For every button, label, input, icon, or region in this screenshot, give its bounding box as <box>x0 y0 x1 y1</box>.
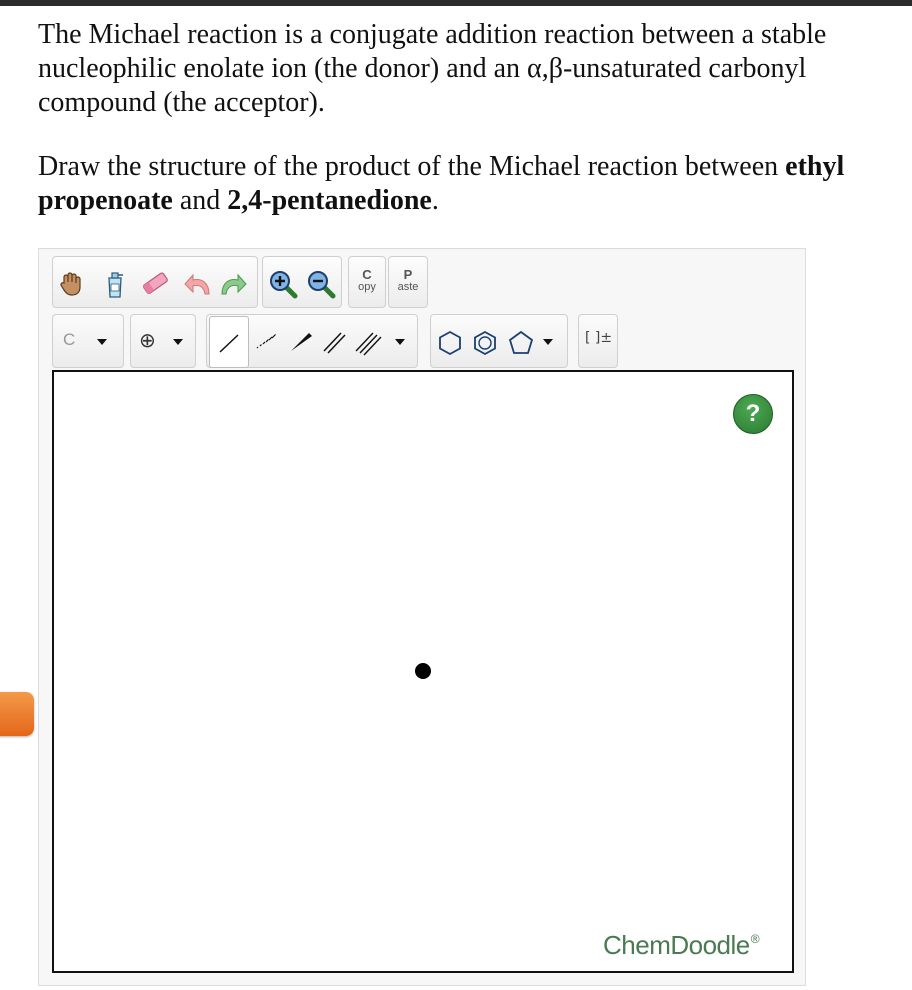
reactant-2: 2,4-pentanedione <box>227 185 432 216</box>
triple-bond-icon[interactable] <box>351 316 385 368</box>
recessed-bond-icon[interactable] <box>249 316 283 368</box>
eraser-icon[interactable] <box>136 257 172 309</box>
brand-name: ChemDoodle <box>603 930 750 960</box>
registered-mark: ® <box>750 932 760 946</box>
ring-dropdown-arrow-icon[interactable] <box>543 339 553 345</box>
charge-selector[interactable] <box>130 314 196 368</box>
prompt-conjunction: and <box>172 185 228 216</box>
element-dropdown-arrow-icon[interactable] <box>97 339 107 345</box>
copy-letter: C <box>362 267 372 282</box>
single-bond-icon[interactable] <box>209 316 249 368</box>
double-bond-icon[interactable] <box>317 316 351 368</box>
zoom-in-icon[interactable] <box>264 257 300 309</box>
charge-plus-icon: ⊕ <box>139 328 156 352</box>
question-intro: The Michael reaction is a conjugate addition reaction between a stable nucleophilic enolate ion (the donor) and an α,β-unsaturated carbonyl compound (the acceptor). <box>38 19 827 118</box>
benzene-icon[interactable] <box>467 316 503 368</box>
chemdoodle-logo <box>603 930 759 961</box>
question-text <box>38 18 898 218</box>
question-prompt <box>38 150 898 218</box>
bracket-charge-button[interactable] <box>578 314 618 368</box>
charge-dropdown-arrow-icon[interactable] <box>173 339 183 345</box>
bond-tools <box>206 314 418 368</box>
help-button[interactable]: ? <box>733 394 773 434</box>
side-tab[interactable] <box>0 692 34 736</box>
bracket-charge-label: [ ]± <box>585 330 613 346</box>
element-selector[interactable] <box>52 314 124 368</box>
prompt-end: . <box>431 185 439 216</box>
reactant-1: ethyl propenoate <box>38 151 845 216</box>
undo-icon[interactable] <box>176 257 212 309</box>
copy-button[interactable] <box>348 256 386 308</box>
element-label: C <box>63 330 76 349</box>
top-bar <box>0 0 912 6</box>
pan-hand-icon[interactable] <box>54 257 88 309</box>
clear-canvas-icon[interactable] <box>96 257 132 309</box>
paste-button[interactable] <box>388 256 428 308</box>
copy-label: opy <box>358 281 376 293</box>
cyclohexane-icon[interactable] <box>433 316 467 368</box>
redo-icon[interactable] <box>214 257 250 309</box>
wedge-bond-icon[interactable] <box>283 316 317 368</box>
bond-dropdown-arrow-icon[interactable] <box>395 339 405 345</box>
zoom-out-icon[interactable] <box>302 257 338 309</box>
ring-tools <box>430 314 568 368</box>
paste-label: aste <box>397 281 419 293</box>
prompt-start: Draw the structure of the product of the Michael reaction between <box>38 151 786 182</box>
cyclopentane-icon[interactable] <box>503 316 539 368</box>
paste-letter: P <box>403 267 413 282</box>
cursor-dot <box>415 663 431 679</box>
